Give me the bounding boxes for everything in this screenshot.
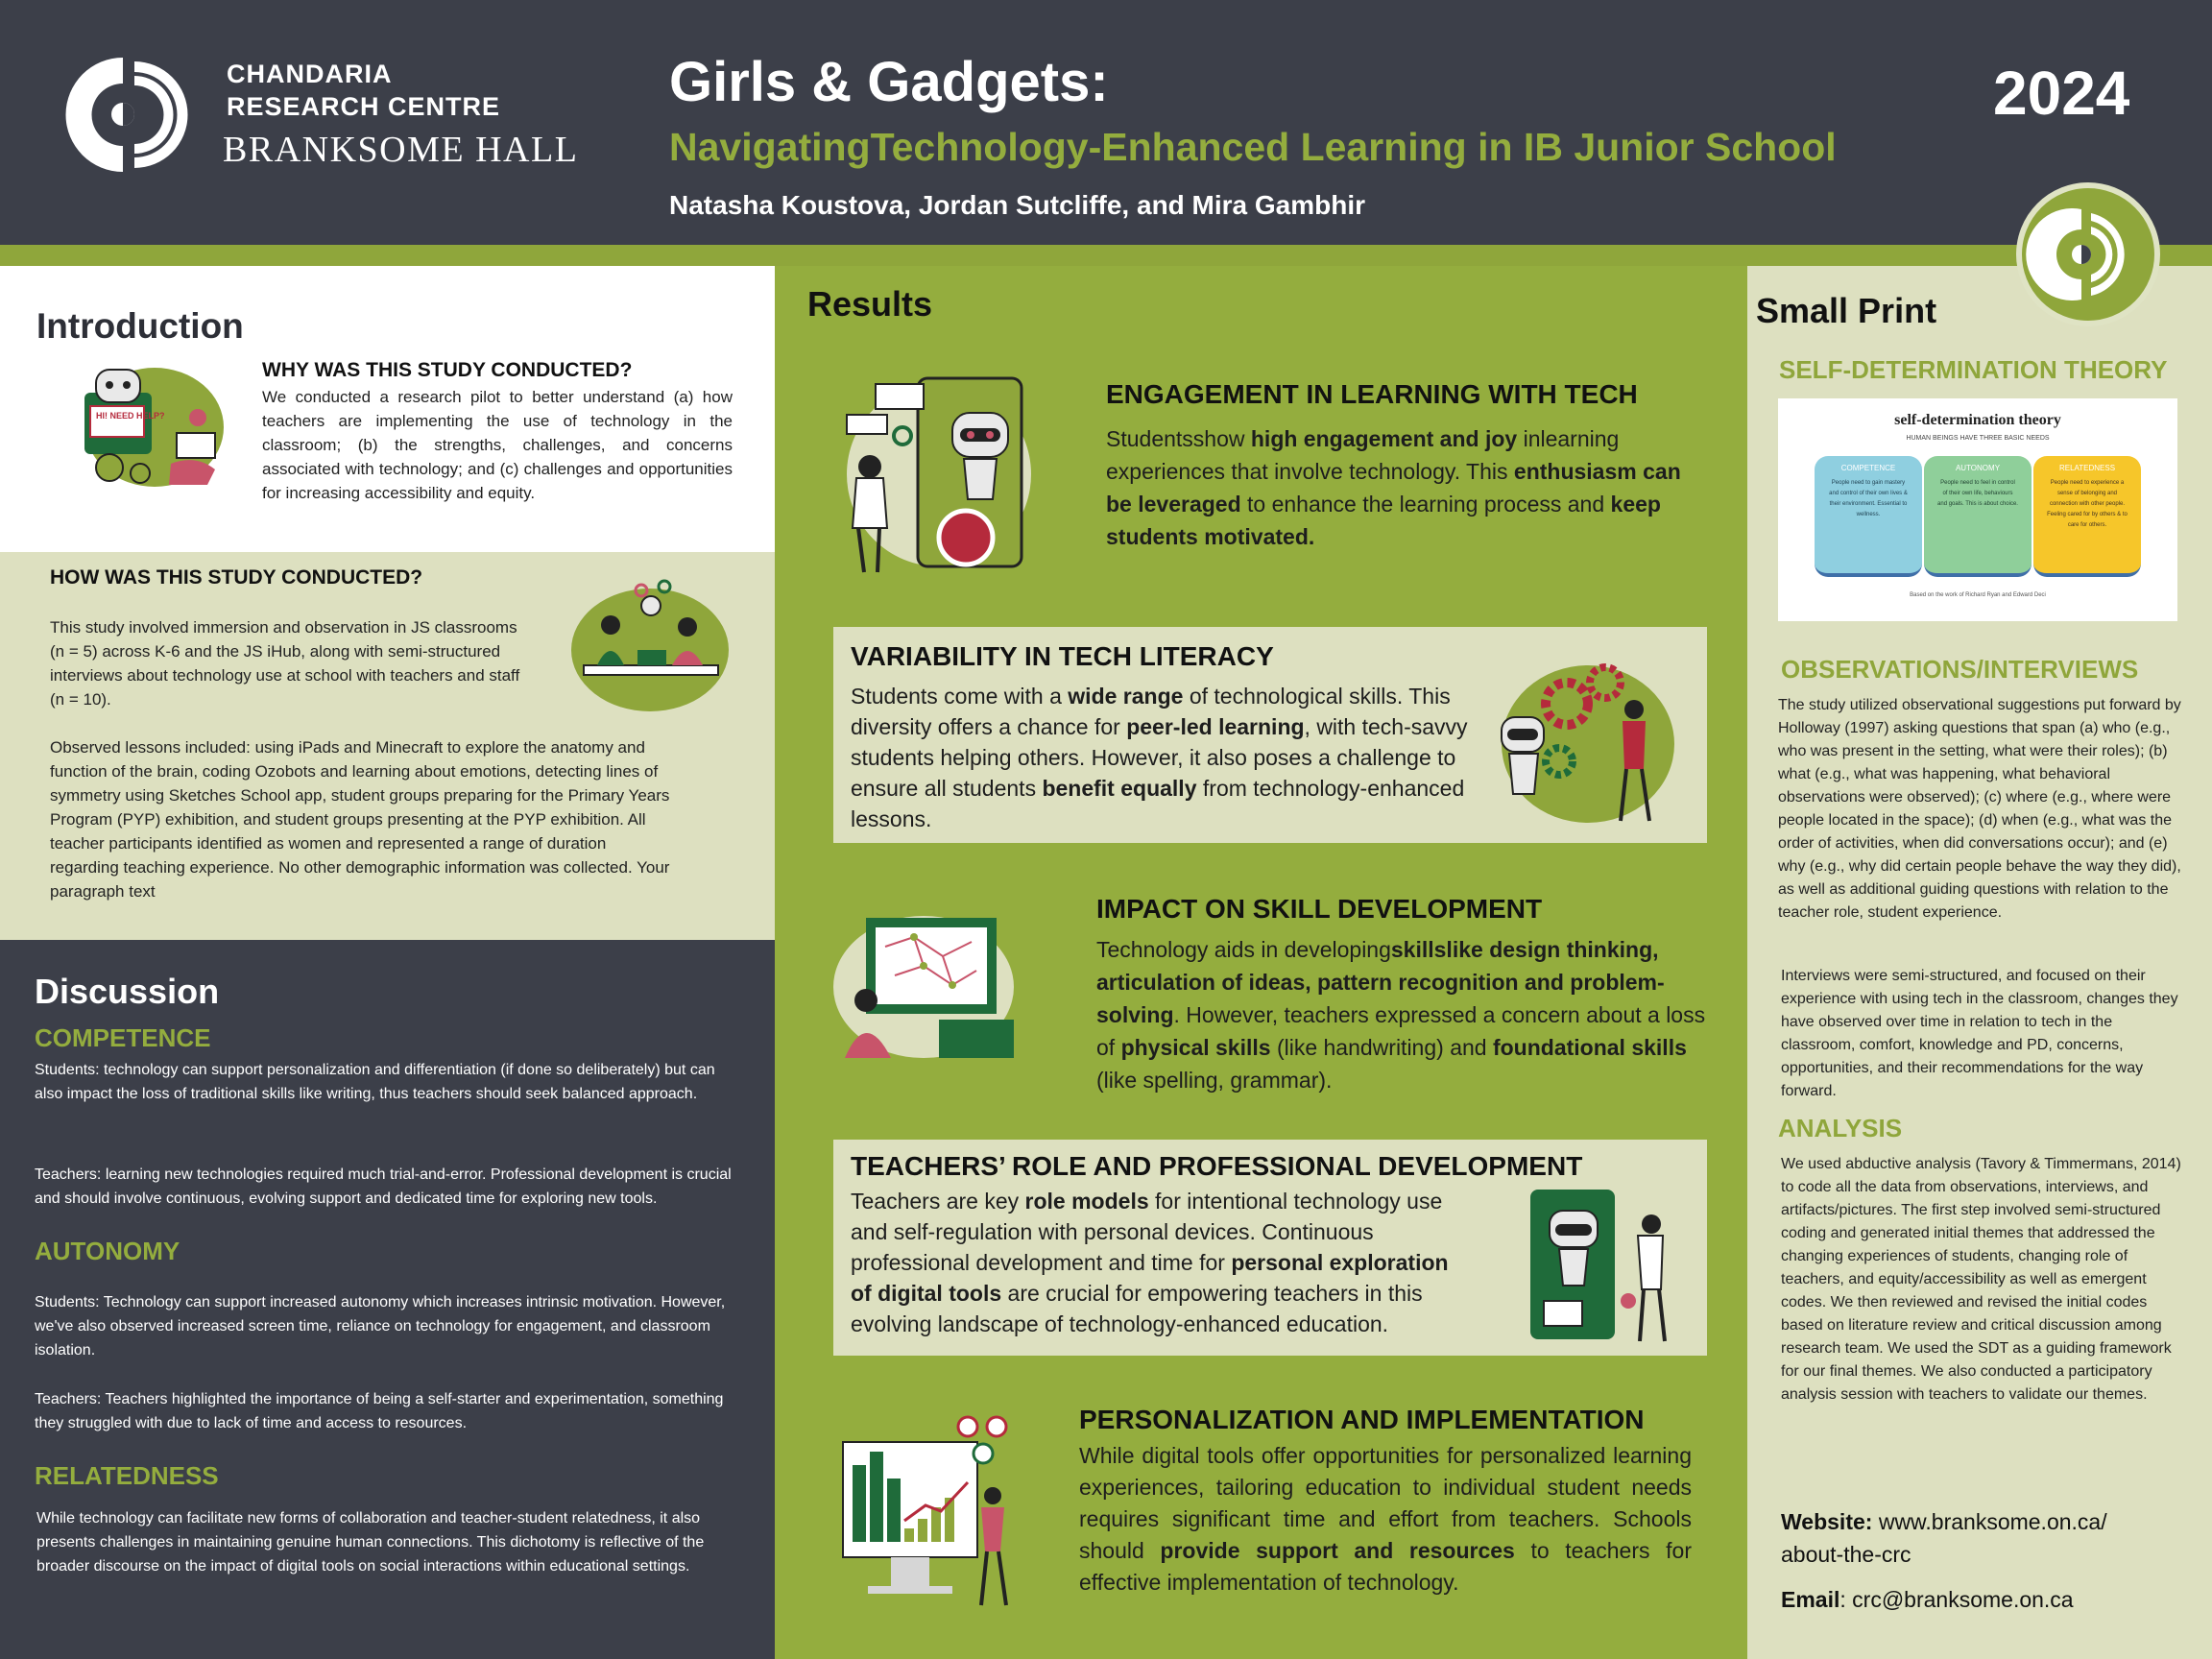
competence-students: Students: technology can support personalization and differentiation (if done so deliberately) but can also impact the loss of traditional skills like writing, thus teachers should seek balanced approach. xyxy=(35,1062,715,1102)
discussion-heading: Discussion xyxy=(35,972,220,1011)
why-text: We conducted a research pilot to better understand (a) how teachers are implementing the use of technology in the classroom; (b) the strengths, challenges, and concerns associated with technology; and (c) challenges and opportunities for increasing accessibility and equity. xyxy=(262,388,733,502)
brain-network-illustration-icon xyxy=(828,908,1018,1062)
obs-heading: OBSERVATIONS/INTERVIEWS xyxy=(1781,655,2139,684)
sdt-autonomy-text: People need to feel in control of their own life, behaviours and goals. This is about choice. xyxy=(1937,480,2018,507)
engagement-text: Studentsshow high engagement and joy inlearning experiences that involve technology. This enthusiasm can be leveraged to enhance the learning process and keep students motivated. xyxy=(1106,426,1681,549)
teacher-robot-illustration-icon xyxy=(1517,1186,1690,1347)
logo-line-research-centre: RESEARCH CENTRE xyxy=(227,92,501,121)
obs-paragraph-1: The study utilized observational suggestions put forward by Holloway (1997) asking questions that span (a) who (e.g., who was present in the setting, what were their roles); (b) what (e.g., what was happening, what behavioral observations were observed); (c) where (e.g., where were people located in the space); (d) when (e.g., what was the order of activities, when did conversations occur); and (e) why (e.g., why did certain people behave the way they did), as well as additional guiding questions with relation to the teacher role, student experience. xyxy=(1778,697,2181,921)
sdt-autonomy-card xyxy=(1924,456,2032,577)
teachers-text: Teachers are key role models for intentional technology use and self-regulation with personal devices. Continuous professional development and time for personal exploration of digital tools are crucial for empowering teachers in this evolving landscape of technology-enhanced education. xyxy=(851,1189,1449,1336)
discussion-section xyxy=(0,940,775,1659)
crc-badge xyxy=(2016,182,2160,326)
website-link-cont[interactable]: about-the-crc xyxy=(1781,1542,1911,1567)
relatedness-heading: RELATEDNESS xyxy=(35,1461,219,1490)
analysis-text: We used abductive analysis (Tavory & Timmermans, 2014) to code all the data from observations, interviews, and artifacts/pictures. The first step involved semi-structured coding and generated initial themes that addressed the changing experiences of students, changing role of teachers, and equity/accessibility as well as emergent codes. We then reviewed and revised the initial codes based on literature review and critical discussion among research team. We used the SDT as a guiding framework for our final themes. We also conducted a participatory analysis session with teachers to validate our themes. xyxy=(1781,1156,2181,1403)
website-line xyxy=(1781,1505,2107,1571)
competence-teachers: Teachers: learning new technologies required much trial-and-error. Professional development is crucial and should involve continuous, evolving support and dedicated time for exploring new tools. xyxy=(35,1166,732,1207)
poster-authors: Natasha Koustova, Jordan Sutcliffe, and Mira Gambhir xyxy=(669,190,1366,220)
variability-panel xyxy=(833,627,1707,843)
poster-subtitle: NavigatingTechnology-Enhanced Learning in IB Junior School xyxy=(669,125,1837,169)
sdt-relatedness-text: People need to experience a sense of belonging and connection with other people. Feeling cared for by others & to care for others. xyxy=(2047,480,2128,528)
robot-screen-text: HI! NEED HELP? xyxy=(96,411,165,421)
sdt-figure-footer: Based on the work of Richard Ryan and Edward Deci xyxy=(1910,592,2046,598)
autonomy-teachers: Teachers: Teachers highlighted the importance of being a self-starter and experimentation, something they struggled with due to lack of time and access to resources. xyxy=(35,1391,724,1431)
how-heading: HOW WAS THIS STUDY CONDUCTED? xyxy=(50,566,423,589)
website-label: Website: xyxy=(1781,1509,1873,1534)
logo-line-chandaria: CHANDARIA xyxy=(227,60,393,88)
sdt-heading: SELF-DETERMINATION THEORY xyxy=(1779,355,2168,384)
email-line xyxy=(1781,1587,2074,1613)
teachers-heading: TEACHERS’ ROLE AND PROFESSIONAL DEVELOPMENT xyxy=(851,1151,1583,1181)
how-section xyxy=(0,552,775,940)
variability-text: Students come with a wide range of technological skills. This diversity offers a chance for peer-led learning, with tech-savvy students helping others. However, it also poses a challenge to ensure all students benefit equally from technology-enhanced lessons. xyxy=(851,684,1468,831)
sdt-competence-card xyxy=(1815,456,1922,577)
sdt-relatedness-card xyxy=(2033,456,2141,577)
robot-engagement-illustration-icon xyxy=(833,367,1048,582)
results-heading: Results xyxy=(807,284,933,324)
how-paragraph-2: Observed lessons included: using iPads and Minecraft to explore the anatomy and function of the brain, coding Ozobots and learning about emotions, detecting lines of symmetry using Sketches School app, student groups preparing for the Primary Years Program (PYP) exhibition, and student groups presenting at the PYP exhibition. All teacher participants identified as women and represented a range of duration regarding teaching experience. No other demographic information was collected. Your paragraph text xyxy=(50,738,670,901)
engagement-heading: ENGAGEMENT IN LEARNING WITH TECH xyxy=(1106,379,1638,409)
analysis-heading: ANALYSIS xyxy=(1778,1114,1903,1142)
relatedness-text: While technology can facilitate new forms of collaboration and teacher-student relatedness, it also presents challenges in maintaining genuine human connections. This dichotomy is reflective of the broader discourse on the impact of digital tools on social interactions within educational settings. xyxy=(36,1510,705,1575)
why-heading: WHY WAS THIS STUDY CONDUCTED? xyxy=(262,359,633,381)
teachers-panel xyxy=(833,1140,1707,1356)
crc-logo-icon xyxy=(63,50,198,180)
website-link[interactable]: www.branksome.on.ca/ xyxy=(1878,1509,2107,1534)
poster-year: 2024 xyxy=(1993,59,2130,128)
personalization-text: While digital tools offer opportunities for personalized learning experiences, tailoring education to individual student needs requires significant time and effort from teachers. Schools should provide support and resources to teachers for effective implementation of technology. xyxy=(1079,1443,1692,1595)
autonomy-students: Students: Technology can support increased autonomy which increases intrinsic motivation. However, we've also observed increased screen time, reliance on technology for engagement, and classroom isolation. xyxy=(35,1294,726,1358)
sdt-autonomy-label: AUTONOMY xyxy=(1955,464,2001,472)
sdt-competence-label: COMPETENCE xyxy=(1840,464,1896,472)
skills-text: Technology aids in developingskillslike design thinking, articulation of ideas, pattern recognition and problem-solving. However, teachers expressed a concern about a loss of physical skills (like handwriting) and foundational skills (like spelling, grammar). xyxy=(1096,937,1706,1093)
sdt-figure xyxy=(1778,398,2177,621)
logo-line-branksome-hall: BRANKSOME HALL xyxy=(223,130,579,170)
crc-badge-icon xyxy=(2022,188,2154,321)
sdt-relatedness-label: RELATEDNESS xyxy=(2058,464,2116,472)
robot-gears-illustration-icon xyxy=(1492,650,1684,832)
email-link[interactable]: : crc@branksome.on.ca xyxy=(1839,1587,2074,1612)
robot-helper-illustration-icon xyxy=(63,350,227,494)
introduction-section xyxy=(0,266,775,552)
skills-heading: IMPACT ON SKILL DEVELOPMENT xyxy=(1096,894,1543,924)
sdt-figure-title: self-determination theory xyxy=(1894,412,2061,428)
how-paragraph-1: This study involved immersion and observation in JS classrooms (n = 5) across K-6 and the JS iHub, along with semi-structured interviews about technology use at school with teachers and staff (n = 10). xyxy=(50,618,520,709)
autonomy-heading: AUTONOMY xyxy=(35,1237,180,1265)
introduction-heading: Introduction xyxy=(36,306,244,346)
competence-heading: COMPETENCE xyxy=(35,1023,211,1052)
sdt-figure-subtitle: HUMAN BEINGS HAVE THREE BASIC NEEDS xyxy=(1906,435,2050,442)
variability-heading: VARIABILITY IN TECH LITERACY xyxy=(851,641,1274,671)
small-print-heading: Small Print xyxy=(1756,291,1937,330)
poster-title: Girls & Gadgets: xyxy=(669,51,1109,113)
email-label: Email xyxy=(1781,1587,1840,1612)
sdt-competence-text: People need to gain mastery and control of their own lives & their environment. Essential to wellness. xyxy=(1829,480,1908,517)
data-analytics-illustration-icon xyxy=(833,1407,1025,1611)
personalization-heading: PERSONALIZATION AND IMPLEMENTATION xyxy=(1079,1405,1645,1434)
header-stripe xyxy=(0,245,2212,266)
obs-paragraph-2: Interviews were semi-structured, and focused on their experience with using tech in the classroom, changes they have observed over time in relation to tech in the classroom, comfort, knowledge and PD, concerns, opportunities, and their recommendations for the way forward. xyxy=(1781,968,2178,1099)
team-meeting-illustration-icon xyxy=(568,573,732,717)
